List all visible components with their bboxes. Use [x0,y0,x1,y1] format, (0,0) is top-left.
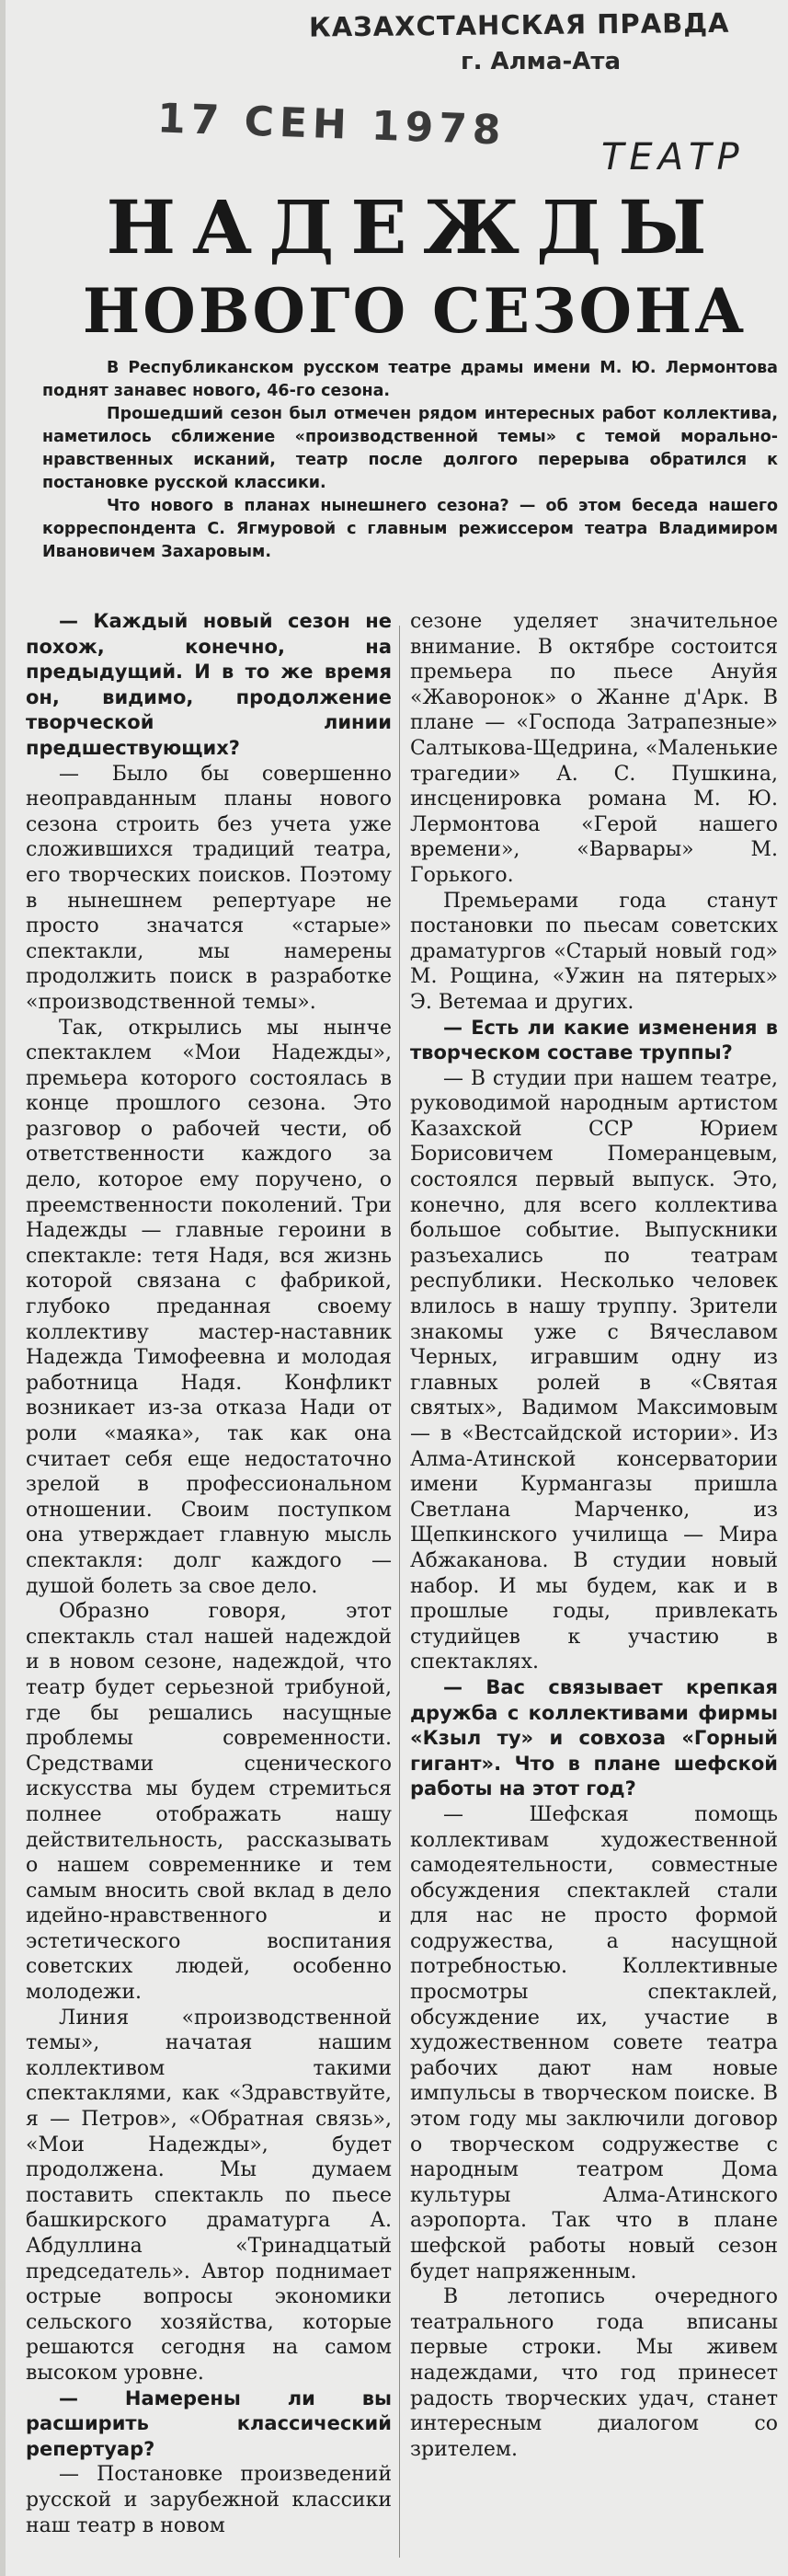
interview-question: — Каждый новый сезон не похож, конечно, на предыдущий. И в то же время он, видимо, продолжение творческой линии предшествующих? [26,610,392,759]
interview-answer: Образно говоря, этот спектакль стал нашей надеждой и в новом сезоне, надеждой, что театр будет серьезной трибуной, где бы решались насущные проблемы современности. Средствами сценического искусства мы будем стремиться полнее отображать нашу действительность, рассказывать о нашем современнике и тем самым вносить свой вклад в дело идейно-нравственного и эстетического воспитания советских людей, особенно молодежи. [26,1600,392,2005]
lead-line: В Республиканском русском театре драмы имени М. Ю. Лермонтова поднят занавес нового, 46-го сезона. [42,359,778,400]
lead-line: Прошедший сезон был отмечен рядом интересных работ коллектива, наметилось сближение «производственной темы» с темой морально-нравственных исканий, театр после долгого перерыва обратился к постановке русской классики. [42,405,778,492]
city-stamp: г. Алма-Ата [461,48,622,75]
interview-answer: Так, открылись мы нынче спектаклем «Мои Надежды», премьера которого состоялась в конце прошлого сезона. Это разговор о рабочей чести, об ответственности каждого за дело, которое ему поручено, о преемственности поколений. Три Надежды — главные героини в спектакле: тетя Надя, вся жизнь которой связана с фабрикой, глубоко преданная своему коллективу мастер-наставник Надежда Тимофеевна и молодая работница Надя. Конфликт возникает из-за отказа Нади от роли «маяка», так как она считает себя еще недостаточно зрелой в профессиональном отношении. Своим поступком она утверждает главную мысль спектакля: долг каждого — душой болеть за свое дело. [26,1016,392,1598]
headline-line-2: НОВОГО СЕЗОНА [82,275,748,347]
newspaper-name-stamp: КАЗАХСТАНСКАЯ ПРАВДА [308,6,730,43]
interview-answer: — Шефская помощь коллективам художественной самодеятельности, совместные обсуждения спектаклей стали для нас не просто формой содружества, а насущной потребностью. Коллективные просмотры спектаклей, обсуждение их, участие в художественном совете театра рабочих дают нам новые импульсы в творческом поиске. В этом году мы заключили договор о творческом содружестве с народным театром Дома культуры Алма-Атинского аэропорта. Так что в плане шефской работы новый сезон будет напряженным. [410,1802,778,2283]
date-stamp: 17 СЕН 1978 [156,95,508,155]
interview-question: — Есть ли какие изменения в творческом составе труппы? [410,1016,778,1064]
interview-answer: — В студии при нашем театре, руководимой народным артистом Казахской ССР Юрием Борисовичем Померанцевым, состоялся первый выпуск. Это, конечно, для всего коллектива большое событие. Выпускники разъехались по театрам республики. Несколько человек влилось в нашу труппу. Зрители знакомы уже с Вячеславом Черных, игравшим одну из главных ролей в «Святая святых», Вадимом Максимовым — в «Вестсайдской истории». Из Алма-Атинской консерватории имени Курмангазы пришла Светлана Марченко, из Щепкинского училища — Мира Абжаканова. В студии новый набор. И мы будем, как и в прошлые годы, привлекать студийцев к участию в спектаклях. [410,1066,778,1674]
lead-paragraph [42,357,778,564]
headline-line-1: НАДЕЖДЫ [106,184,724,270]
interview-answer: В летопись очередного театрального года вписаны первые строки. Мы живем надеждами, что год принесет радость творческих удач, станет интересным диалогом со зрителем. [410,2285,778,2461]
lead-line: Что нового в планах нынешнего сезона? — об этом беседа нашего корреспондента С. Ягмуровой с главным режиссером театра Владимиром Ивановичем Захаровым. [42,497,778,561]
interview-question: — Намерены ли вы расширить классический репертуар? [26,2386,392,2460]
interview-answer: Линия «производственной темы», начатая нашим коллективом такими спектаклями, как «Здравствуйте, я — Петров», «Обратная связь», «Мои Надежды», будет продолжена. Мы думаем поставить спектакль по пьесе башкирского драматурга А. Абдуллина «Тринадцатый председатель». Автор поднимает острые вопросы экономики сельского хозяйства, которые решаются сегодня на самом высоком уровне. [26,2006,392,2385]
interview-answer: — Было бы совершенно неоправданным планы нового сезона строить без учета уже сложившихся традиций театра, его творческих поисков. Поэтому в нынешнем репертуаре не просто значатся «старые» спектакли, мы намерены продолжить поиск в разработке «производственной темы». [26,762,392,1014]
article-column-right [410,609,778,2569]
section-rubric: ТЕАТР [601,136,745,178]
interview-question: — Вас связывает крепкая дружба с коллективами фирмы «Кзыл ту» и совхоза «Горный гигант». Что в плане шефской работы на этот год? [410,1675,778,1800]
interview-answer-continued: сезоне уделяет значительное внимание. В октябре состоится премьера по пьесе Ануйя «Жаворонок» о Жанне д'Арк. В плане — «Господа Затрапезные» Салтыкова-Щедрина, «Маленькие трагедии» А. С. Пушкина, инсценировка романа М. Ю. Лермонтова «Герой нашего времени», «Варвары» М. Горького. [410,610,778,887]
interview-answer: — Постановке произведений русской и зарубежной классики наш театр в новом [26,2463,392,2537]
article-column-left [26,609,392,2569]
interview-answer: Премьерами года станут постановки по пьесам советских драматургов «Старый новый год» М. Рощина, «Ужин на пятерых» Э. Ветемаа и других. [410,889,778,1014]
column-divider [399,626,400,2558]
